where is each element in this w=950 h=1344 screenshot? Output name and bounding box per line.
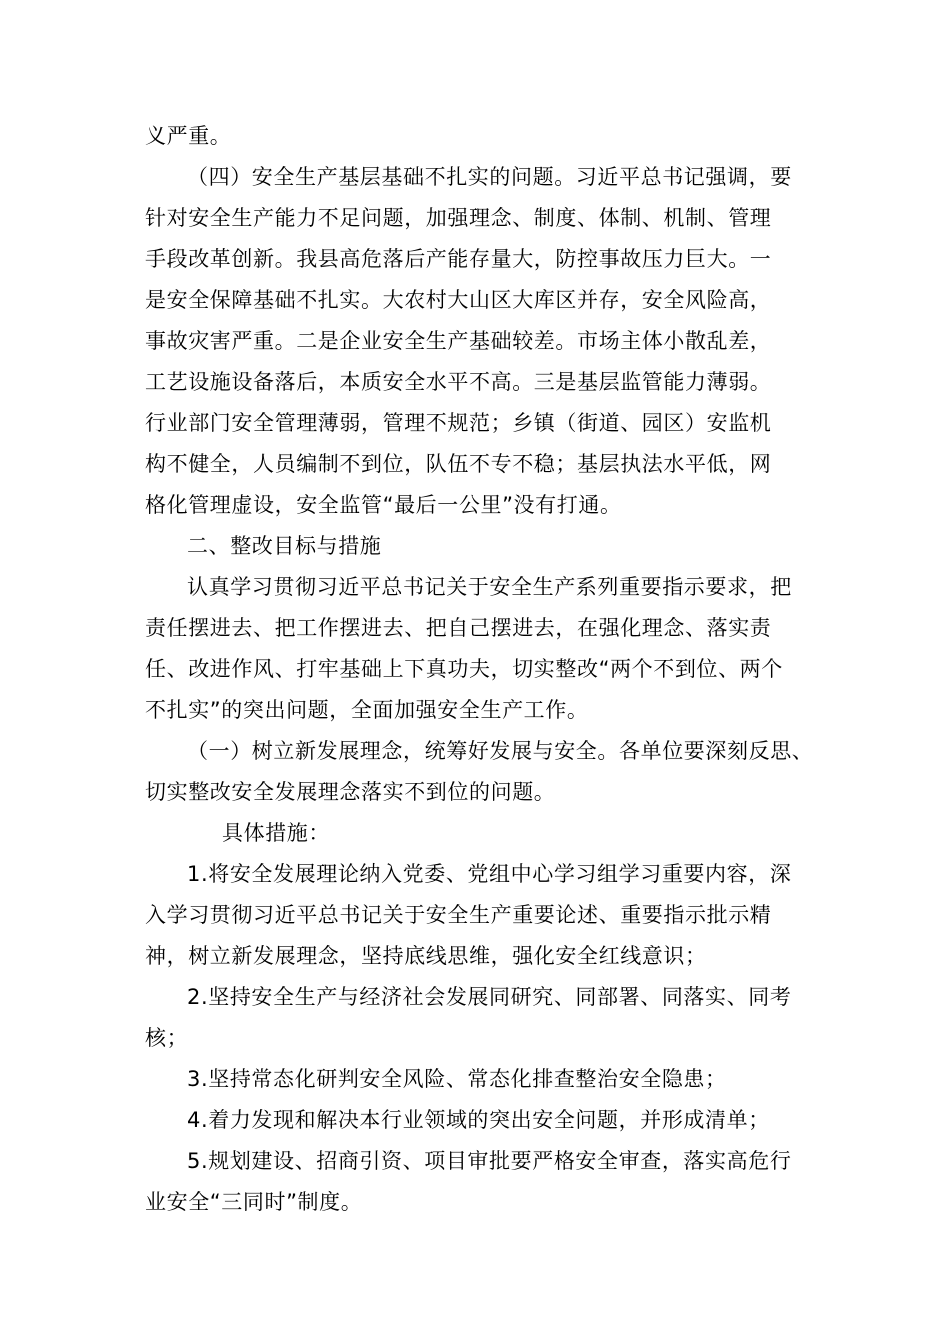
text-line: 格化管理虚设，安全监管“最后一公里”没有打通。 bbox=[145, 493, 622, 517]
text-line: 行业部门安全管理薄弱，管理不规范；乡镇（街道、园区）安监机 bbox=[145, 411, 772, 435]
text-line: 构不健全，人员编制不到位，队伍不专不稳；基层执法水平低，网 bbox=[145, 452, 772, 476]
measure-item-3: 3.坚持常态化研判安全风险、常态化排查整治安全隐患； bbox=[187, 1067, 727, 1091]
measure-item-5-line: 5.规划建设、招商引资、项目审批要严格安全审查，落实高危行 bbox=[187, 1149, 792, 1173]
measure-item-1-line: 1.将安全发展理论纳入党委、党组中心学习组学习重要内容，深 bbox=[187, 862, 792, 886]
text-line: 是安全保障基础不扎实。大农村大山区大库区并存，安全风险高， bbox=[145, 288, 772, 312]
text-line: 核； bbox=[145, 1026, 189, 1050]
text-line: 任、改进作风、打牢基础上下真功夫，切实整改“两个不到位、两个 bbox=[145, 657, 783, 681]
measures-heading: 具体措施： bbox=[222, 821, 330, 845]
text-line: 手段改革创新。我县高危落后产能存量大，防控事故压力巨大。一 bbox=[145, 247, 772, 271]
text-line: 不扎实”的突出问题，全面加强安全生产工作。 bbox=[145, 698, 589, 722]
section-four-heading-line: （四）安全生产基层基础不扎实的问题。习近平总书记强调，要 bbox=[187, 165, 792, 189]
measure-item-4: 4.着力发现和解决本行业领域的突出安全问题，并形成清单； bbox=[187, 1108, 770, 1132]
text-line: 认真学习贯彻习近平总书记关于安全生产系列重要指示要求，把 bbox=[187, 575, 792, 599]
text-line: 切实整改安全发展理念落实不到位的问题。 bbox=[145, 780, 556, 804]
text-line: 针对安全生产能力不足问题，加强理念、制度、体制、机制、管理 bbox=[145, 206, 772, 230]
text-line: 责任摆进去、把工作摆进去、把自己摆进去，在强化理念、落实责 bbox=[145, 616, 772, 640]
text-line: 义严重。 bbox=[145, 124, 232, 148]
text-line: 工艺设施设备落后，本质安全水平不高。三是基层监管能力薄弱。 bbox=[145, 370, 772, 394]
measure-item-2-line: 2.坚持安全生产与经济社会发展同研究、同部署、同落实、同考 bbox=[187, 985, 792, 1009]
text-line: 事故灾害严重。二是企业安全生产基础较差。市场主体小散乱差， bbox=[145, 329, 772, 353]
text-line: 业安全“三同时”制度。 bbox=[145, 1190, 363, 1214]
text-line: 神，树立新发展理念，坚持底线思维，强化安全红线意识； bbox=[145, 944, 707, 968]
subsection-one-heading-line: （一）树立新发展理念，统筹好发展与安全。各单位要深刻反思、 bbox=[187, 739, 814, 763]
section-two-heading: 二、整改目标与措施 bbox=[187, 534, 382, 558]
text-line: 入学习贯彻习近平总书记关于安全生产重要论述、重要指示批示精 bbox=[145, 903, 772, 927]
